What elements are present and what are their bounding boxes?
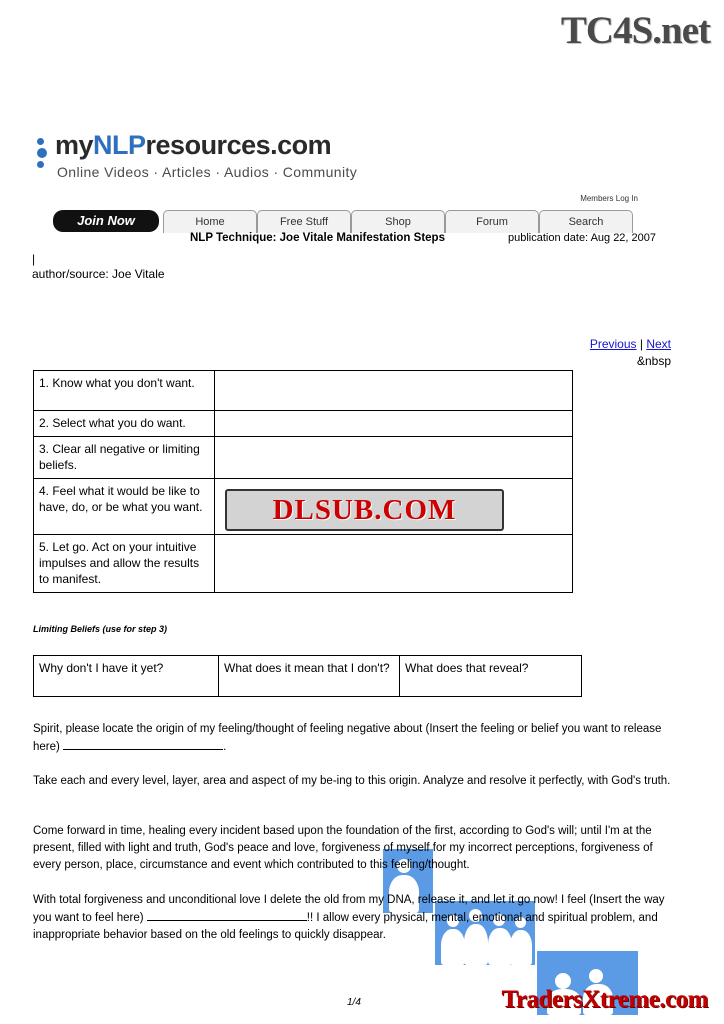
tradersxtreme-watermark: TradersXtreme.com: [501, 986, 708, 1013]
step-label-4: 4. Feel what it would be like to have, do, or be what you want.: [34, 479, 215, 535]
step-label-3: 3. Clear all negative or limiting beliefs.: [34, 437, 215, 479]
lb-header-1: Why don't I have it yet?: [34, 656, 219, 697]
paragraph-1: [33, 721, 683, 756]
table-row: [34, 371, 573, 411]
site-banner: [33, 128, 638, 238]
tc4s-watermark: TC4S.net: [560, 9, 710, 52]
step-label-5: 5. Let go. Act on your intuitive impulses and allow the results to manifest.: [34, 535, 215, 593]
paragraph-3: Come forward in time, healing every incident based upon the foundation of the first, according to God's will; until I'm at the present, filled with light and truth, God's peace and love, forgiveness of myself for my incorrect perceptions, forgiveness of every person, place, circumstance and event which contributed to this feeling/thought.: [33, 825, 653, 871]
site-logo[interactable]: [33, 128, 378, 196]
logo-tagline: Online Videos · Articles · Audios · Community: [57, 164, 358, 180]
manifestation-steps-table: [33, 370, 573, 593]
members-login-link[interactable]: Members Log In: [580, 194, 638, 203]
paragraph-4-text-b: !! I allow every physical, mental, emotional and spiritual problem, and inappropriate behavior based on the old feelings to quickly disappear.: [33, 912, 658, 941]
table-row: [34, 535, 573, 593]
step-blank-5[interactable]: [215, 535, 573, 593]
pager-separator: |: [636, 337, 647, 351]
paragraph-2: Take each and every level, layer, area and aspect of my be-ing to this origin. Analyze and resolve it perfectly, with God's truth.: [33, 775, 671, 787]
nav-tab-forum[interactable]: Forum: [445, 210, 539, 233]
step-blank-3[interactable]: [215, 437, 573, 479]
fill-in-blank-2[interactable]: [147, 909, 307, 921]
paragraph-1-text-b: .: [223, 741, 227, 753]
limiting-beliefs-table: [33, 655, 582, 697]
next-link[interactable]: Next: [646, 337, 671, 351]
table-row: [34, 411, 573, 437]
fill-in-blank-1[interactable]: [63, 738, 223, 750]
logo-text: [55, 130, 331, 161]
lb-header-3: What does that reveal?: [400, 656, 582, 697]
paragraph-4-text-a: With total forgiveness and unconditional love I delete the old from my DNA, release it, and let it go now! I feel (Insert the way you want to feel here): [33, 894, 665, 924]
pager: [590, 337, 671, 351]
nav-tab-search[interactable]: Search: [539, 210, 633, 233]
join-now-button[interactable]: Join Now: [53, 210, 159, 232]
logo-highlight: NLP: [93, 130, 146, 160]
page-number: 1/4: [347, 997, 361, 1008]
dlsub-watermark: DLSUB.COM: [225, 489, 504, 531]
article-author: author/source: Joe Vitale: [32, 267, 165, 281]
table-row: [34, 437, 573, 479]
step-label-2: 2. Select what you do want.: [34, 411, 215, 437]
pipe-separator: |: [32, 252, 36, 266]
publication-date: publication date: Aug 22, 2007: [508, 232, 657, 244]
previous-link[interactable]: Previous: [589, 337, 637, 351]
limiting-beliefs-title: Limiting Beliefs (use for step 3): [33, 624, 168, 634]
lb-header-2: What does it mean that I don't?: [219, 656, 400, 697]
step-label-1: 1. Know what you don't want.: [34, 371, 215, 411]
banner-photo-strip: [383, 128, 638, 203]
paragraph-1-text-a: Spirit, please locate the origin of my feeling/thought of feeling negative about (Insert the feeling or belief you want to release here): [33, 723, 662, 753]
step-blank-1[interactable]: [215, 371, 573, 411]
step-blank-2[interactable]: [215, 411, 573, 437]
nav-tab-free-stuff[interactable]: Free Stuff: [257, 210, 351, 233]
table-row: [34, 656, 582, 697]
nav-tab-shop[interactable]: Shop: [351, 210, 445, 233]
nav-tab-home[interactable]: Home: [163, 210, 257, 233]
page-title: NLP Technique: Joe Vitale Manifestation Steps: [190, 232, 445, 244]
logo-dots-icon: [37, 138, 51, 166]
logo-prefix: my: [55, 130, 94, 160]
nbsp-text: &nbsp: [636, 354, 671, 368]
paragraph-4: [33, 892, 683, 944]
logo-suffix: resources.com: [145, 130, 332, 160]
